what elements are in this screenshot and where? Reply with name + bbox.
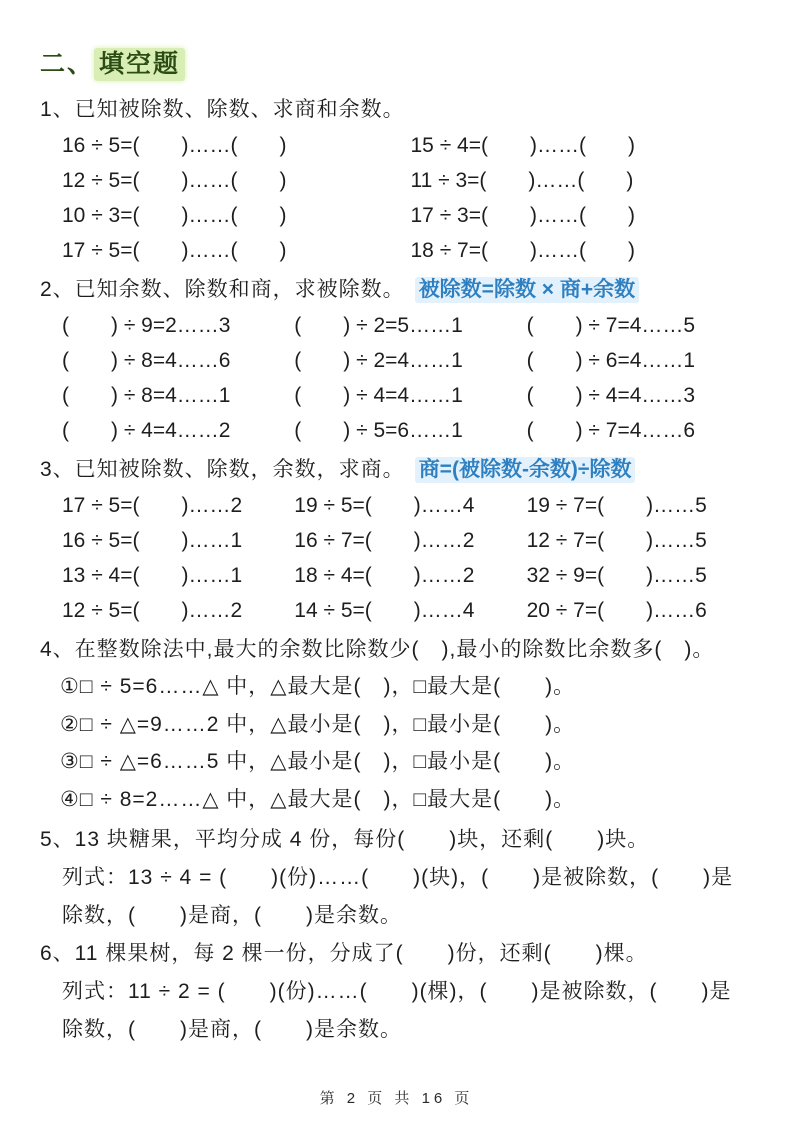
equation-row: [62, 308, 759, 343]
question-6-line-3: 除数，( )是商，( )是余数。: [62, 1018, 402, 1041]
sub-question-1: ①□ ÷ 5=6……△ 中，△最大是( )，□最大是( )。: [60, 675, 576, 698]
question-2-rows: [40, 308, 759, 448]
question-5-line-1: 5、13 块糖果，平均分成 4 份，每份( )块，还剩( )块。: [40, 828, 650, 851]
question-5-line-3: 除数，( )是商，( )是余数。: [62, 904, 402, 927]
equation: ( ) ÷ 6=4……1: [526, 349, 696, 372]
equation: ( ) ÷ 4=4……1: [294, 384, 463, 407]
section-title-prefix: 二、: [40, 50, 95, 78]
equation: ( ) ÷ 7=4……5: [526, 314, 696, 337]
equation: 32 ÷ 9=( )……5: [526, 564, 707, 587]
section-title-highlight: 填空题: [94, 48, 185, 81]
equation-row: [62, 128, 759, 163]
equation: 12 ÷ 7=( )……5: [526, 529, 707, 552]
equation: 18 ÷ 7=( )……( ): [410, 239, 635, 262]
question-2: [40, 272, 759, 448]
question-2-header: [40, 272, 759, 308]
equation-row: [62, 593, 759, 628]
question-1: [40, 92, 759, 268]
equation: ( ) ÷ 5=6……1: [294, 419, 463, 442]
question-4-header: 4、在整数除法中,最大的余数比除数少( ),最小的除数比余数多( )。: [40, 638, 715, 661]
question-3-header: [40, 452, 759, 488]
equation-row: [62, 343, 759, 378]
equation: 14 ÷ 5=( )……4: [294, 599, 475, 622]
sub-question-3: ③□ ÷ △=6……5 中，△最小是( )，□最小是( )。: [60, 750, 576, 773]
question-6-line-1: 6、11 棵果树，每 2 棵一份，分成了( )份，还剩( )棵。: [40, 942, 648, 965]
equation: 12 ÷ 5=( )……( ): [62, 169, 287, 192]
equation-row: [62, 488, 759, 523]
equation: 18 ÷ 4=( )……2: [294, 564, 475, 587]
equation: 13 ÷ 4=( )……1: [62, 564, 243, 587]
equation: ( ) ÷ 2=4……1: [294, 349, 463, 372]
question-3-text: 3、已知被除数、除数，余数，求商。: [40, 458, 405, 481]
equation: 17 ÷ 5=( )……2: [62, 494, 243, 517]
equation-row: [62, 233, 759, 268]
section-title: [40, 44, 759, 80]
question-3-rows: [40, 488, 759, 628]
question-6-line-2: 列式：11 ÷ 2 = ( )(份)……( )(棵)，( )是被除数，( )是: [62, 980, 732, 1003]
equation: 17 ÷ 3=( )……( ): [410, 204, 635, 227]
equation: ( ) ÷ 4=4……3: [526, 384, 696, 407]
question-2-formula: 被除数=除数 × 商+余数: [415, 277, 639, 303]
equation: 10 ÷ 3=( )……( ): [62, 204, 287, 227]
equation: ( ) ÷ 4=4……2: [62, 419, 231, 442]
equation: ( ) ÷ 7=4……6: [526, 419, 696, 442]
equation: ( ) ÷ 8=4……6: [62, 349, 231, 372]
equation: 16 ÷ 5=( )……( ): [62, 134, 287, 157]
equation: ( ) ÷ 8=4……1: [62, 384, 231, 407]
equation-row: [62, 378, 759, 413]
equation: ( ) ÷ 2=5……1: [294, 314, 463, 337]
equation-row: [62, 198, 759, 233]
equation: 16 ÷ 7=( )……2: [294, 529, 475, 552]
question-4: [40, 632, 759, 818]
equation: 19 ÷ 5=( )……4: [294, 494, 475, 517]
page-number: 第 2 页 共 16 页: [319, 1090, 474, 1107]
equation: 17 ÷ 5=( )……( ): [62, 239, 287, 262]
equation: 12 ÷ 5=( )……2: [62, 599, 243, 622]
equation-row: [62, 523, 759, 558]
sub-question-2: ②□ ÷ △=9……2 中，△最小是( )，□最小是( )。: [60, 712, 576, 736]
question-6: [40, 935, 759, 1049]
question-1-header: 1、已知被除数、除数、求商和余数。: [40, 98, 405, 121]
equation-row: [62, 558, 759, 593]
equation-row: [62, 163, 759, 198]
question-5: [40, 821, 759, 935]
question-2-text: 2、已知余数、除数和商，求被除数。: [40, 278, 405, 301]
sub-question-4: ④□ ÷ 8=2……△ 中，△最大是( )，□最大是( )。: [60, 787, 576, 811]
equation-row: [62, 413, 759, 448]
question-4-subitems: [40, 668, 759, 818]
equation: 11 ÷ 3=( )……( ): [410, 169, 634, 192]
equation: 15 ÷ 4=( )……( ): [410, 134, 635, 157]
question-1-rows: [40, 128, 759, 268]
equation: ( ) ÷ 9=2……3: [62, 314, 231, 337]
equation: 20 ÷ 7=( )……6: [526, 599, 707, 622]
equation: 16 ÷ 5=( )……1: [62, 529, 243, 552]
question-3: [40, 452, 759, 628]
question-3-formula: 商=(被除数-余数)÷除数: [415, 457, 636, 483]
question-5-line-2: 列式：13 ÷ 4 = ( )(份)……( )(块)，( )是被除数，( )是: [62, 866, 734, 889]
equation: 19 ÷ 7=( )……5: [526, 494, 707, 517]
